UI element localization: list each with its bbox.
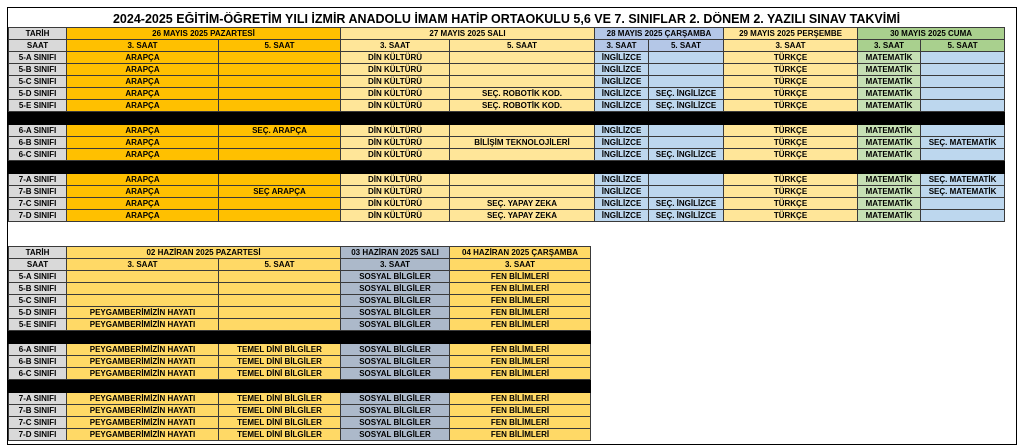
exam-cell: PEYGAMBERİMİZİN HAYATI bbox=[67, 344, 219, 356]
exam-cell: SEÇ. İNGİLİZCE bbox=[649, 88, 724, 100]
class-name: 5-C SINIFI bbox=[9, 76, 67, 88]
exam-cell: SOSYAL BİLGİLER bbox=[341, 307, 450, 319]
exam-cell bbox=[219, 100, 341, 112]
exam-cell: FEN BİLİMLERİ bbox=[450, 283, 591, 295]
exam-cell: ARAPÇA bbox=[67, 174, 219, 186]
table-row bbox=[9, 137, 1005, 149]
exam-cell: ARAPÇA bbox=[67, 64, 219, 76]
exam-cell: TÜRKÇE bbox=[724, 125, 858, 137]
exam-cell bbox=[649, 52, 724, 64]
exam-cell bbox=[921, 125, 1005, 137]
exam-cell: PEYGAMBERİMİZİN HAYATI bbox=[67, 307, 219, 319]
exam-cell: FEN BİLİMLERİ bbox=[450, 429, 591, 441]
exam-cell: İNGİLİZCE bbox=[595, 88, 649, 100]
group-separator bbox=[9, 161, 1005, 174]
exam-cell bbox=[921, 52, 1005, 64]
exam-cell: İNGİLİZCE bbox=[595, 174, 649, 186]
exam-cell: SOSYAL BİLGİLER bbox=[341, 344, 450, 356]
exam-cell: TÜRKÇE bbox=[724, 64, 858, 76]
schedule-table-june bbox=[8, 246, 591, 441]
exam-cell: PEYGAMBERİMİZİN HAYATI bbox=[67, 393, 219, 405]
date-header: 30 MAYIS 2025 CUMA bbox=[858, 28, 1005, 40]
exam-cell: TEMEL DİNİ BİLGİLER bbox=[219, 405, 341, 417]
exam-cell bbox=[219, 76, 341, 88]
table-row bbox=[9, 88, 1005, 100]
table-row bbox=[9, 344, 591, 356]
exam-cell: İNGİLİZCE bbox=[595, 52, 649, 64]
exam-cell bbox=[649, 137, 724, 149]
table-row bbox=[9, 186, 1005, 198]
exam-cell: ARAPÇA bbox=[67, 100, 219, 112]
class-name: 5-C SINIFI bbox=[9, 295, 67, 307]
exam-cell: MATEMATİK bbox=[858, 186, 921, 198]
exam-cell bbox=[921, 198, 1005, 210]
exam-cell: MATEMATİK bbox=[858, 76, 921, 88]
exam-cell: SOSYAL BİLGİLER bbox=[341, 393, 450, 405]
class-name: 6-B SINIFI bbox=[9, 356, 67, 368]
exam-cell: TÜRKÇE bbox=[724, 186, 858, 198]
exam-cell: PEYGAMBERİMİZİN HAYATI bbox=[67, 356, 219, 368]
table-row bbox=[9, 64, 1005, 76]
hour-header: 3. SAAT bbox=[341, 40, 450, 52]
exam-cell bbox=[67, 283, 219, 295]
exam-cell: SEÇ. YAPAY ZEKA bbox=[450, 198, 595, 210]
exam-cell: TÜRKÇE bbox=[724, 52, 858, 64]
exam-cell: FEN BİLİMLERİ bbox=[450, 295, 591, 307]
exam-cell: ARAPÇA bbox=[67, 76, 219, 88]
class-name: 7-C SINIFI bbox=[9, 417, 67, 429]
class-name: 7-B SINIFI bbox=[9, 186, 67, 198]
exam-cell: MATEMATİK bbox=[858, 64, 921, 76]
class-name: 5-B SINIFI bbox=[9, 283, 67, 295]
exam-cell: DİN KÜLTÜRÜ bbox=[341, 186, 450, 198]
exam-cell: TEMEL DİNİ BİLGİLER bbox=[219, 356, 341, 368]
exam-cell bbox=[450, 52, 595, 64]
date-header: 29 MAYIS 2025 PERŞEMBE bbox=[724, 28, 858, 40]
exam-cell: MATEMATİK bbox=[858, 88, 921, 100]
exam-cell bbox=[219, 295, 341, 307]
exam-cell: DİN KÜLTÜRÜ bbox=[341, 100, 450, 112]
exam-cell bbox=[219, 137, 341, 149]
exam-cell bbox=[219, 210, 341, 222]
exam-cell: TÜRKÇE bbox=[724, 76, 858, 88]
exam-cell: DİN KÜLTÜRÜ bbox=[341, 210, 450, 222]
exam-cell: İNGİLİZCE bbox=[595, 149, 649, 161]
exam-cell bbox=[921, 100, 1005, 112]
exam-cell: FEN BİLİMLERİ bbox=[450, 417, 591, 429]
table-row bbox=[9, 149, 1005, 161]
exam-cell: TÜRKÇE bbox=[724, 137, 858, 149]
exam-cell bbox=[450, 76, 595, 88]
date-header: 03 HAZİRAN 2025 SALI bbox=[341, 247, 450, 259]
exam-cell: ARAPÇA bbox=[67, 52, 219, 64]
exam-cell: MATEMATİK bbox=[858, 174, 921, 186]
page-title: 2024-2025 EĞİTİM-ÖĞRETİM YILI İZMİR ANADOLU İMAM HATİP ORTAOKULU 5,6 VE 7. SINIFLAR 2. DÖNEM 2. YAZILI SINAV TAKVİMİ bbox=[9, 12, 1005, 28]
exam-cell: PEYGAMBERİMİZİN HAYATI bbox=[67, 368, 219, 380]
exam-cell: SEÇ. YAPAY ZEKA bbox=[450, 210, 595, 222]
exam-cell: TÜRKÇE bbox=[724, 88, 858, 100]
table-row bbox=[9, 368, 591, 380]
exam-cell: MATEMATİK bbox=[858, 137, 921, 149]
exam-cell: DİN KÜLTÜRÜ bbox=[341, 125, 450, 137]
exam-cell: SOSYAL BİLGİLER bbox=[341, 319, 450, 331]
exam-cell bbox=[219, 149, 341, 161]
exam-cell bbox=[649, 76, 724, 88]
exam-cell: FEN BİLİMLERİ bbox=[450, 393, 591, 405]
table-row bbox=[9, 210, 1005, 222]
exam-cell: ARAPÇA bbox=[67, 149, 219, 161]
exam-cell: ARAPÇA bbox=[67, 210, 219, 222]
exam-cell: MATEMATİK bbox=[858, 210, 921, 222]
exam-cell: SEÇ. İNGİLİZCE bbox=[649, 100, 724, 112]
exam-cell bbox=[67, 295, 219, 307]
exam-cell: MATEMATİK bbox=[858, 52, 921, 64]
table-row bbox=[9, 198, 1005, 210]
exam-cell: SEÇ. ROBOTİK KOD. bbox=[450, 88, 595, 100]
table-row bbox=[9, 356, 591, 368]
exam-cell: MATEMATİK bbox=[858, 149, 921, 161]
date-label: TARİH bbox=[9, 28, 67, 40]
table-row bbox=[9, 429, 591, 441]
exam-cell: ARAPÇA bbox=[67, 137, 219, 149]
exam-cell: ARAPÇA bbox=[67, 125, 219, 137]
exam-cell: MATEMATİK bbox=[858, 100, 921, 112]
group-separator bbox=[9, 380, 591, 393]
hour-header: 3. SAAT bbox=[450, 259, 591, 271]
exam-cell: BİLİŞİM TEKNOLOJİLERİ bbox=[450, 137, 595, 149]
exam-cell: ARAPÇA bbox=[67, 88, 219, 100]
class-name: 6-C SINIFI bbox=[9, 368, 67, 380]
exam-cell bbox=[649, 64, 724, 76]
exam-cell: SEÇ. MATEMATİK bbox=[921, 137, 1005, 149]
class-name: 7-D SINIFI bbox=[9, 429, 67, 441]
group-separator bbox=[9, 112, 1005, 125]
class-name: 7-A SINIFI bbox=[9, 393, 67, 405]
table-row bbox=[9, 76, 1005, 88]
exam-cell: İNGİLİZCE bbox=[595, 125, 649, 137]
exam-cell: İNGİLİZCE bbox=[595, 64, 649, 76]
exam-cell: DİN KÜLTÜRÜ bbox=[341, 76, 450, 88]
hour-label: SAAT bbox=[9, 40, 67, 52]
class-name: 6-A SINIFI bbox=[9, 125, 67, 137]
exam-cell: TÜRKÇE bbox=[724, 149, 858, 161]
exam-cell: DİN KÜLTÜRÜ bbox=[341, 64, 450, 76]
exam-cell bbox=[219, 52, 341, 64]
exam-cell bbox=[219, 283, 341, 295]
exam-cell bbox=[219, 271, 341, 283]
class-name: 6-B SINIFI bbox=[9, 137, 67, 149]
date-header: 04 HAZİRAN 2025 ÇARŞAMBA bbox=[450, 247, 591, 259]
class-name: 6-A SINIFI bbox=[9, 344, 67, 356]
exam-cell: İNGİLİZCE bbox=[595, 100, 649, 112]
class-name: 5-E SINIFI bbox=[9, 319, 67, 331]
class-name: 7-C SINIFI bbox=[9, 198, 67, 210]
exam-cell bbox=[67, 271, 219, 283]
exam-cell: ARAPÇA bbox=[67, 186, 219, 198]
class-name: 5-D SINIFI bbox=[9, 88, 67, 100]
exam-cell: ARAPÇA bbox=[67, 198, 219, 210]
exam-cell bbox=[649, 125, 724, 137]
exam-cell: SOSYAL BİLGİLER bbox=[341, 368, 450, 380]
exam-cell: DİN KÜLTÜRÜ bbox=[341, 149, 450, 161]
exam-cell bbox=[921, 64, 1005, 76]
exam-cell: İNGİLİZCE bbox=[595, 76, 649, 88]
date-header: 27 MAYIS 2025 SALI bbox=[341, 28, 595, 40]
date-label: TARİH bbox=[9, 247, 67, 259]
exam-cell: TEMEL DİNİ BİLGİLER bbox=[219, 393, 341, 405]
exam-cell: FEN BİLİMLERİ bbox=[450, 319, 591, 331]
exam-cell: PEYGAMBERİMİZİN HAYATI bbox=[67, 417, 219, 429]
table-row bbox=[9, 295, 591, 307]
hour-header: 3. SAAT bbox=[341, 259, 450, 271]
table-row bbox=[9, 417, 591, 429]
hour-header: 3. SAAT bbox=[67, 259, 219, 271]
exam-cell: TEMEL DİNİ BİLGİLER bbox=[219, 344, 341, 356]
exam-cell: TÜRKÇE bbox=[724, 100, 858, 112]
exam-cell: SOSYAL BİLGİLER bbox=[341, 271, 450, 283]
exam-cell: FEN BİLİMLERİ bbox=[450, 368, 591, 380]
class-name: 5-A SINIFI bbox=[9, 52, 67, 64]
date-header: 26 MAYIS 2025 PAZARTESİ bbox=[67, 28, 341, 40]
exam-cell bbox=[921, 210, 1005, 222]
hour-label: SAAT bbox=[9, 259, 67, 271]
hour-header: 3. SAAT bbox=[595, 40, 649, 52]
exam-cell bbox=[921, 76, 1005, 88]
exam-cell: PEYGAMBERİMİZİN HAYATI bbox=[67, 319, 219, 331]
hour-header: 3. SAAT bbox=[67, 40, 219, 52]
exam-cell bbox=[450, 64, 595, 76]
class-name: 5-B SINIFI bbox=[9, 64, 67, 76]
exam-cell: İNGİLİZCE bbox=[595, 198, 649, 210]
hour-header: 5. SAAT bbox=[219, 259, 341, 271]
class-name: 5-A SINIFI bbox=[9, 271, 67, 283]
exam-cell: FEN BİLİMLERİ bbox=[450, 271, 591, 283]
exam-cell bbox=[921, 88, 1005, 100]
exam-cell bbox=[921, 149, 1005, 161]
group-separator bbox=[9, 331, 591, 344]
exam-cell: DİN KÜLTÜRÜ bbox=[341, 88, 450, 100]
exam-cell: SOSYAL BİLGİLER bbox=[341, 295, 450, 307]
exam-cell: SEÇ. ARAPÇA bbox=[219, 125, 341, 137]
schedule-table-may bbox=[8, 12, 1005, 222]
exam-cell: FEN BİLİMLERİ bbox=[450, 344, 591, 356]
exam-cell bbox=[450, 149, 595, 161]
exam-cell: PEYGAMBERİMİZİN HAYATI bbox=[67, 405, 219, 417]
exam-cell bbox=[450, 174, 595, 186]
table-row bbox=[9, 271, 591, 283]
exam-cell: İNGİLİZCE bbox=[595, 186, 649, 198]
exam-cell: SOSYAL BİLGİLER bbox=[341, 417, 450, 429]
exam-cell bbox=[649, 186, 724, 198]
exam-cell: SOSYAL BİLGİLER bbox=[341, 429, 450, 441]
class-name: 7-B SINIFI bbox=[9, 405, 67, 417]
class-name: 5-D SINIFI bbox=[9, 307, 67, 319]
exam-cell: SEÇ. İNGİLİZCE bbox=[649, 198, 724, 210]
exam-cell: DİN KÜLTÜRÜ bbox=[341, 137, 450, 149]
class-name: 6-C SINIFI bbox=[9, 149, 67, 161]
exam-cell: SOSYAL BİLGİLER bbox=[341, 283, 450, 295]
exam-cell: TÜRKÇE bbox=[724, 210, 858, 222]
exam-cell: SEÇ. MATEMATİK bbox=[921, 174, 1005, 186]
exam-cell bbox=[649, 174, 724, 186]
hour-header: 5. SAAT bbox=[921, 40, 1005, 52]
exam-cell: PEYGAMBERİMİZİN HAYATI bbox=[67, 429, 219, 441]
exam-cell: TEMEL DİNİ BİLGİLER bbox=[219, 417, 341, 429]
table-row bbox=[9, 52, 1005, 64]
hour-header: 5. SAAT bbox=[649, 40, 724, 52]
class-name: 7-A SINIFI bbox=[9, 174, 67, 186]
exam-cell bbox=[219, 64, 341, 76]
exam-cell: SOSYAL BİLGİLER bbox=[341, 405, 450, 417]
hour-header: 5. SAAT bbox=[219, 40, 341, 52]
exam-cell: DİN KÜLTÜRÜ bbox=[341, 198, 450, 210]
exam-cell: TEMEL DİNİ BİLGİLER bbox=[219, 368, 341, 380]
exam-cell bbox=[219, 307, 341, 319]
exam-cell: SOSYAL BİLGİLER bbox=[341, 356, 450, 368]
table-row bbox=[9, 100, 1005, 112]
exam-cell: SEÇ ARAPÇA bbox=[219, 186, 341, 198]
exam-cell bbox=[219, 88, 341, 100]
exam-cell bbox=[450, 125, 595, 137]
exam-cell: SEÇ. İNGİLİZCE bbox=[649, 210, 724, 222]
exam-cell: MATEMATİK bbox=[858, 125, 921, 137]
table-row bbox=[9, 174, 1005, 186]
table-row bbox=[9, 319, 591, 331]
exam-cell bbox=[219, 198, 341, 210]
class-name: 5-E SINIFI bbox=[9, 100, 67, 112]
exam-cell: SEÇ. MATEMATİK bbox=[921, 186, 1005, 198]
exam-cell: MATEMATİK bbox=[858, 198, 921, 210]
exam-cell: DİN KÜLTÜRÜ bbox=[341, 52, 450, 64]
exam-cell: SEÇ. İNGİLİZCE bbox=[649, 149, 724, 161]
table-row bbox=[9, 393, 591, 405]
exam-cell: İNGİLİZCE bbox=[595, 210, 649, 222]
exam-cell bbox=[219, 319, 341, 331]
table-row bbox=[9, 307, 591, 319]
hour-header: 3. SAAT bbox=[858, 40, 921, 52]
exam-cell: TÜRKÇE bbox=[724, 174, 858, 186]
date-header: 02 HAZİRAN 2025 PAZARTESİ bbox=[67, 247, 341, 259]
exam-cell: İNGİLİZCE bbox=[595, 137, 649, 149]
table-row bbox=[9, 405, 591, 417]
table-row bbox=[9, 283, 591, 295]
exam-cell: FEN BİLİMLERİ bbox=[450, 405, 591, 417]
class-name: 7-D SINIFI bbox=[9, 210, 67, 222]
exam-cell: FEN BİLİMLERİ bbox=[450, 356, 591, 368]
exam-cell: SEÇ. ROBOTİK KOD. bbox=[450, 100, 595, 112]
exam-cell bbox=[219, 174, 341, 186]
exam-cell bbox=[450, 186, 595, 198]
exam-cell: TEMEL DİNİ BİLGİLER bbox=[219, 429, 341, 441]
exam-cell: TÜRKÇE bbox=[724, 198, 858, 210]
exam-cell: FEN BİLİMLERİ bbox=[450, 307, 591, 319]
date-header: 28 MAYIS 2025 ÇARŞAMBA bbox=[595, 28, 724, 40]
hour-header: 3. SAAT bbox=[724, 40, 858, 52]
table-row bbox=[9, 125, 1005, 137]
hour-header: 5. SAAT bbox=[450, 40, 595, 52]
exam-cell: DİN KÜLTÜRÜ bbox=[341, 174, 450, 186]
